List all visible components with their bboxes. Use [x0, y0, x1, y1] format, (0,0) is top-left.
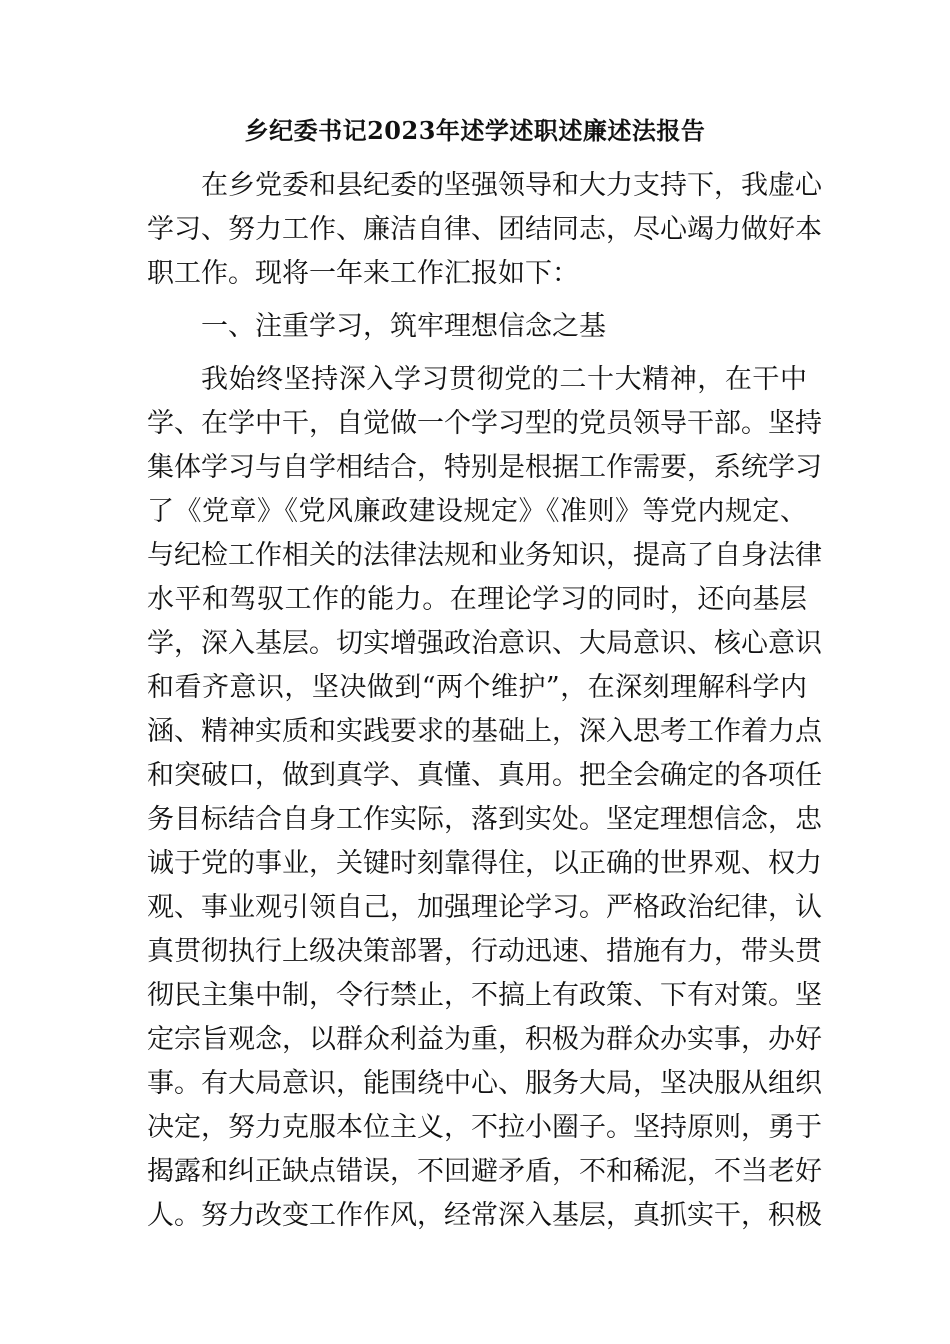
body-line: 人。努力改变工作作风，经常深入基层，真抓实干，积极 — [147, 1200, 822, 1231]
body-line: 学，深入基层。切实增强政治意识、大局意识、核心意识 — [147, 628, 822, 659]
body-line: 与纪检工作相关的法律法规和业务知识，提高了自身法律 — [147, 540, 822, 571]
body-line: 我始终坚持深入学习贯彻党的二十大精神，在干中 — [201, 364, 807, 395]
body-line: 定宗旨观念，以群众利益为重，积极为群众办实事，办好 — [147, 1024, 822, 1055]
paragraph-intro-line-1: 在乡党委和县纪委的坚强领导和大力支持下，我虚心 — [201, 170, 822, 201]
body-line: 揭露和纠正缺点错误，不回避矛盾，不和稀泥，不当老好 — [147, 1156, 822, 1187]
document-title: 乡纪委书记2023年述学述职述廉述法报告 — [244, 116, 706, 145]
paragraph-intro-line-3: 职工作。现将一年来工作汇报如下： — [147, 258, 579, 289]
section-heading-1: 一、注重学习，筑牢理想信念之基 — [201, 311, 606, 342]
body-line: 学、在学中干，自觉做一个学习型的党员领导干部。坚持 — [147, 408, 822, 439]
body-line: 观、事业观引领自己，加强理论学习。严格政治纪律，认 — [147, 892, 822, 923]
body-line: 涵、精神实质和实践要求的基础上，深入思考工作着力点 — [147, 716, 822, 747]
body-line: 务目标结合自身工作实际，落到实处。坚定理想信念，忠 — [147, 804, 822, 835]
body-line: 集体学习与自学相结合，特别是根据工作需要，系统学习 — [147, 452, 822, 483]
body-line: 和看齐意识，坚决做到“两个维护”，在深刻理解科学内 — [147, 672, 807, 703]
body-line: 和突破口，做到真学、真懂、真用。把全会确定的各项任 — [147, 760, 822, 791]
body-line: 真贯彻执行上级决策部署，行动迅速、措施有力，带头贯 — [147, 936, 822, 967]
body-line: 诚于党的事业，关键时刻靠得住，以正确的世界观、权力 — [147, 848, 822, 879]
body-line: 决定，努力克服本位主义，不拉小圈子。坚持原则，勇于 — [147, 1112, 822, 1143]
body-line: 了《党章》《党风廉政建设规定》《准则》等党内规定、 — [147, 496, 807, 527]
body-line: 水平和驾驭工作的能力。在理论学习的同时，还向基层 — [147, 584, 807, 615]
paragraph-intro-line-2: 学习、努力工作、廉洁自律、团结同志，尽心竭力做好本 — [147, 214, 822, 245]
body-line: 事。有大局意识，能围绕中心、服务大局，坚决服从组织 — [147, 1068, 822, 1099]
body-line: 彻民主集中制，令行禁止，不搞上有政策、下有对策。坚 — [147, 980, 822, 1011]
